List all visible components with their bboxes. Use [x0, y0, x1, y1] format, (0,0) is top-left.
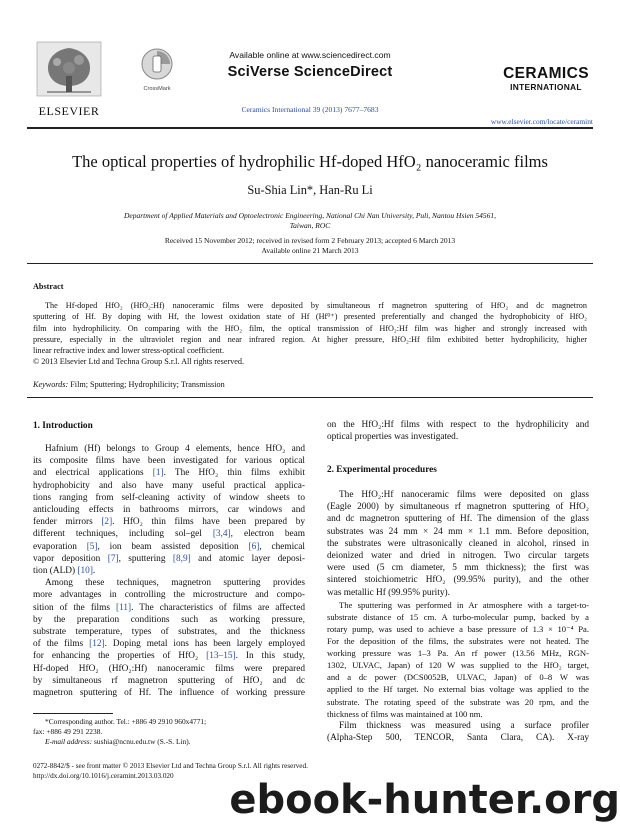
footnote-rule — [33, 713, 113, 714]
keywords-label: Keywords: — [33, 380, 69, 389]
intro-line — [33, 638, 305, 650]
text: for enhancing the properties of HfO₂ — [33, 651, 207, 662]
text: . — [92, 566, 96, 577]
text: . The characteristics of films are affected — [131, 602, 305, 613]
affiliation-line-2: Taiwan, ROC — [289, 221, 331, 230]
abstract-top-rule — [27, 263, 593, 264]
text-line: (Eagle 2000) by simultaneous rf magnetron sputtering of HfO₂ — [327, 502, 589, 513]
text: . The HfO₂ thin films exhibit — [163, 468, 305, 479]
journal-url[interactable]: www.elsevier.com/locate/ceramint — [490, 117, 593, 126]
footnote-email — [33, 737, 305, 747]
intro-line: Hafnium (Hf) belongs to Group 4 elements, hence HfO₂ and — [45, 444, 305, 454]
citation-link[interactable]: [6] — [248, 541, 260, 552]
text: vapor deposition — [33, 553, 108, 564]
intro-line: its composite films have been investigated for various optical — [33, 456, 305, 467]
text: , ion beam assisted deposition — [97, 541, 249, 552]
abstract-bottom-rule — [27, 397, 593, 398]
text-line: (Alpha-Step 500, TENCOR, Santa Clara, CA). X-ray — [327, 732, 589, 743]
intro-line: more advantages in controlling the microstructure and compo- — [33, 590, 305, 601]
text: . In this study, — [235, 651, 305, 662]
intro-line: by simultaneous rf magnetron sputtering of HfO₂ and dc — [33, 675, 305, 686]
text-line: and a dc power (DCS0052B, ULVAC, Japan) of 0–8 W was — [327, 672, 589, 683]
text-line: deionized water and dried in nitrogen. Two circular targets — [327, 551, 589, 562]
text-line: on the HfO₂:Hf films with respect to the hydrophilicity and — [327, 420, 589, 430]
journal-citation[interactable]: Ceramics International 39 (2013) 7677–7683 — [241, 105, 379, 114]
keywords-list: Film; Sputtering; Hydrophilicity; Transmission — [70, 380, 225, 389]
text: and electrical applications — [33, 468, 153, 479]
text: . Doping metal ions has been largely employed — [104, 639, 305, 650]
section-heading-experimental: 2. Experimental procedures — [327, 465, 437, 475]
header-rule — [27, 127, 593, 129]
citation-link[interactable]: [2] — [101, 517, 113, 528]
citation-link[interactable]: [7] — [107, 553, 119, 564]
text-line: substrates was 24 mm × 24 mm × 1.1 mm. Before deposition, — [327, 526, 589, 537]
text: of the films — [33, 639, 90, 650]
citation-link[interactable]: [1] — [152, 468, 164, 479]
text-line: applied to the Hf target. No external bias voltage was applied to the — [327, 684, 589, 695]
text-line: optical properties was investigated. — [327, 432, 459, 443]
citation-link[interactable]: [13–15] — [206, 651, 236, 662]
abstract-body — [33, 300, 587, 368]
text: . HfO₂ thin films have been prepared by — [112, 517, 305, 528]
text: different techniques, including sol–gel — [33, 529, 213, 540]
text-line: working pressure was 1–3 Pa. An rf power (13.56 MHz, RGN- — [327, 648, 589, 659]
text: fender mirrors — [33, 517, 102, 528]
intro-line — [33, 650, 305, 662]
doi-link[interactable]: http://dx.doi.org/10.1016/j.ceramint.2013.03.020 — [33, 772, 174, 780]
text-line: were used (5 cm diameter, 5 mm thickness); the first was — [327, 563, 589, 574]
text-line: The HfO₂:Hf nanoceramic films were deposited on glass — [339, 490, 589, 500]
article-title: The optical properties of hydrophilic Hf-doped HfO₂ nanoceramic films — [72, 152, 548, 171]
text-line: sintered stoichiometric HfO₂ (99.95% purity), and the other — [327, 575, 589, 586]
intro-line: by the preparation conditions such as working pressure, — [33, 614, 305, 625]
text: tion (ALD) — [33, 566, 78, 577]
footnote-fax: fax: +886 49 291 2238. — [33, 727, 103, 736]
crossmark-label: CrossMark — [143, 86, 171, 92]
received-dates: Received 15 November 2012; received in revised form 2 February 2013; accepted 6 March 2013 — [164, 236, 456, 245]
intro-line: anticlouding effects in bathrooms mirrors, car windows and — [33, 505, 305, 516]
text-line: Film thickness was measured using a surface profiler — [339, 720, 589, 731]
text: and atomic layer deposi- — [190, 553, 306, 564]
right-column-body — [327, 419, 589, 443]
intro-line — [33, 516, 305, 528]
intro-line — [33, 467, 305, 479]
text-line: the substrates were ultrasonically cleaned in alcohol, rinsed in — [327, 538, 589, 549]
text-line: The sputtering was performed in Ar atmosphere with a target-to- — [339, 599, 589, 610]
text-line: substrate. The rotating speed of the substrate was 20 rpm, and the — [327, 696, 589, 707]
intro-line — [33, 565, 305, 577]
watermark: ebook-hunter.org — [229, 777, 620, 823]
text-line: 1302, ULVAC, Japan) of 120 W was supplied to the HfO₂ target, — [327, 660, 589, 671]
intro-line: substrate temperature, types of substrates, and the thickness — [33, 627, 305, 638]
text-line: substrate distance of 15 cm. A turbo-molecular pump, backed by a — [327, 611, 589, 622]
citation-link[interactable]: [8,9] — [172, 553, 191, 564]
crossmark-icon — [139, 47, 175, 81]
intro-line: tions ranging from self-cleaning activity of window sheets to — [33, 492, 305, 503]
affiliation-line-1: Department of Applied Materials and Optoelectronic Engineering, National Chi Nan University, Puli, Nantou Hsien 54561, — [123, 211, 497, 220]
article-authors[interactable]: Su-Shia Lin*, Han-Ru Li — [247, 183, 373, 197]
elsevier-tree-icon — [33, 40, 105, 98]
elsevier-wordmark: ELSEVIER — [38, 104, 100, 118]
text-line: was metallic Hf (99.95% purity). — [327, 587, 450, 598]
abstract-heading: Abstract — [33, 282, 64, 291]
intro-line: magnetron sputtering of Hf. The influence of working pressure — [33, 688, 305, 699]
elsevier-logo — [33, 40, 105, 118]
text-line: For the deposition of the films, the substrates were not heated. The — [327, 636, 589, 647]
journal-logo — [500, 66, 592, 92]
journal-logo-line1: CERAMICS — [503, 65, 589, 82]
text-line: rotary pump, was used to achieve a base pressure of 1.3 × 10⁻⁴ Pa. — [327, 624, 589, 635]
abstract-copyright: © 2013 Elsevier Ltd and Techna Group S.r.l. All rights reserved. — [33, 357, 245, 367]
sputtering-paragraph — [327, 599, 589, 720]
citation-link[interactable]: [5] — [86, 541, 98, 552]
citation-link[interactable]: [10] — [77, 566, 93, 577]
section-heading-introduction: 1. Introduction — [33, 421, 93, 431]
text: , chemical — [259, 541, 305, 552]
sciverse-title[interactable]: SciVerse ScienceDirect — [227, 64, 393, 80]
abstract-line: film into hydrophilicity. On comparing with the HfO₂ film, the optical transmission of HfO₂:Hf film was higher and strongly increased with — [33, 323, 587, 333]
email-address[interactable]: sushia@ncnu.edu.tw (S.-S. Lin). — [94, 737, 191, 746]
keywords — [33, 380, 225, 389]
footnote-corresponding-author: *Corresponding author. Tel.: +886 49 2910 960x4771; — [45, 717, 207, 726]
citation-link[interactable]: [3,4] — [212, 529, 231, 540]
text: , electron beam — [230, 529, 305, 540]
intro-line: hydrophobicity and also have many useful practical applica- — [33, 480, 305, 491]
citation-link[interactable]: [11] — [115, 602, 132, 613]
available-online-text: Available online at www.sciencedirect.com — [229, 50, 391, 60]
text-line: and dc magnetron sputtering of Hf. The dimension of the glass — [327, 514, 589, 525]
intro-line — [33, 553, 305, 565]
citation-link[interactable]: [12] — [89, 639, 105, 650]
journal-logo-line2: INTERNATIONAL — [510, 82, 582, 92]
experimental-body — [327, 489, 589, 744]
email-label: E-mail address: — [45, 737, 93, 746]
issn-line: 0272-8842/$ - see front matter © 2013 Elsevier Ltd and Techna Group S.r.l. All rights reserved. — [33, 762, 308, 770]
crossmark-logo[interactable] — [139, 47, 175, 91]
text-line: thickness of films was maintained at 100 nm. — [327, 708, 483, 719]
abstract-line: The Hf-doped HfO₂ (HfO₂:Hf) nanoceramic films were deposited by simultaneous rf magnetron sputtering of HfO₂ and dc magnetron — [45, 301, 587, 310]
introduction-body — [33, 443, 305, 699]
abstract-line: pressure, especially in the ultraviolet region and near infrared region. At higher pressure, HfO₂:Hf film exhibited better hydrophilicity, higher — [33, 334, 587, 344]
abstract-line: sputtering of Hf. By doping with Hf, the lowest oxidation state of Hf (Hf⁰⁺) presented preferentially and changed the hydrophobicity of HfO₂ — [33, 312, 587, 322]
intro-line: Hf-doped HfO₂ (HfO₂:Hf) nanoceramic films were prepared — [33, 663, 305, 674]
text: , sputtering — [118, 553, 173, 564]
intro-line: Among these techniques, magnetron sputtering provides — [45, 578, 305, 589]
abstract-line: linear refractive index and lower stress-optical coefficient. — [33, 346, 225, 356]
intro-line — [33, 602, 305, 614]
intro-line — [33, 541, 305, 553]
available-online-date: Available online 21 March 2013 — [261, 246, 359, 255]
text: sition of the films — [33, 602, 116, 613]
intro-line — [33, 528, 305, 540]
footnote — [33, 717, 305, 747]
text: evaporation — [33, 541, 87, 552]
